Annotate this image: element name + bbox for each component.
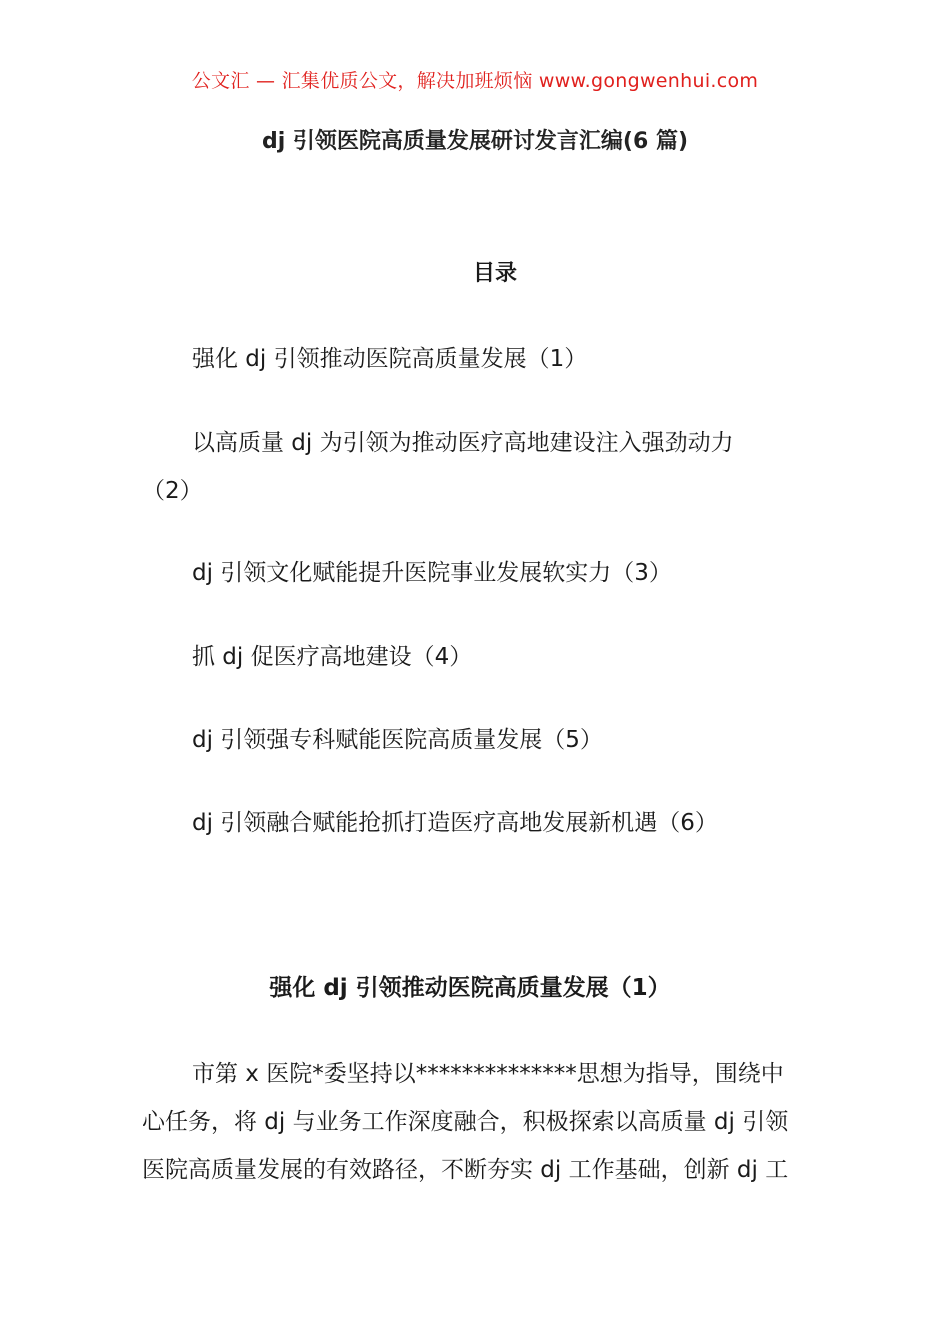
body-paragraph-line-3: 医院高质量发展的有效路径，不断夯实 dj 工作基础，创新 dj 工 (142, 1157, 789, 1183)
toc-item-2-continued: （2） (142, 478, 203, 504)
toc-heading: 目录 (472, 261, 517, 286)
watermark-header: 公文汇 — 汇集优质公文，解决加班烦恼 www.gongwenhui.com (191, 70, 759, 92)
toc-item-6: dj 引领融合赋能抢抓打造医疗高地发展新机遇（6） (192, 810, 718, 836)
toc-item-4: 抓 dj 促医疗高地建设（4） (192, 644, 473, 670)
document-title: dj 引领医院高质量发展研讨发言汇编(6 篇) (261, 129, 689, 154)
body-paragraph-line-2: 心任务，将 dj 与业务工作深度融合，积极探索以高质量 dj 引领 (142, 1109, 789, 1135)
section-title: 强化 dj 引领推动医院高质量发展（1） (269, 975, 671, 1001)
toc-item-2: 以高质量 dj 为引领为推动医疗高地建设注入强劲动力 (192, 430, 734, 456)
body-paragraph-line-1: 市第 x 医院*委坚持以**************思想为指导，围绕中 (192, 1061, 784, 1087)
toc-item-3: dj 引领文化赋能提升医院事业发展软实力（3） (192, 560, 672, 586)
toc-item-1: 强化 dj 引领推动医院高质量发展（1） (192, 346, 588, 372)
toc-item-5: dj 引领强专科赋能医院高质量发展（5） (192, 727, 603, 753)
